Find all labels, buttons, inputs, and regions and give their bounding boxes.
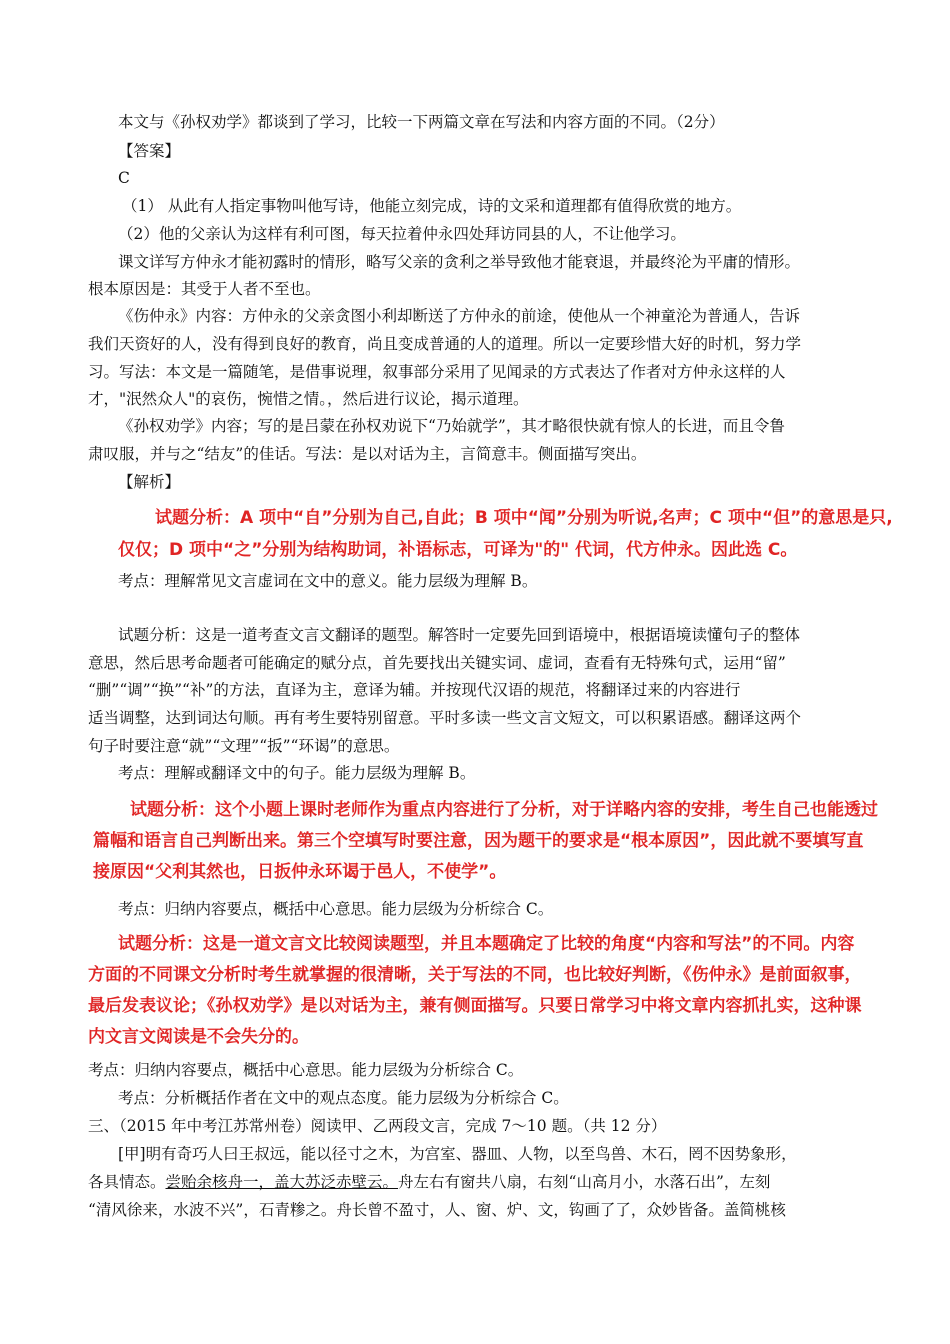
- passage-line-3: “清风徐来，水波不兴”，石青糁之。舟长曾不盈寸，人、窗、炉、文，钩画了了，众妙皆备。盖简桃核: [88, 1201, 786, 1219]
- kaodian-4: 考点：归纳内容要点，概括中心意思。能力层级为分析综合 C。: [88, 1061, 524, 1079]
- answer-item-5-line: 肃叹服，并与之“结友”的佳话。写法：是以对话为主，言简意丰。侧面描写突出。: [88, 445, 647, 463]
- analysis-2-line: “删”“调”“换”“补”的方法，直译为主，意译为辅。并按现代汉语的规范，将翻译过来的内容进行: [88, 681, 741, 699]
- answer-letter: C: [118, 169, 130, 187]
- kaodian-3: 考点：归纳内容要点，概括中心意思。能力层级为分析综合 C。: [118, 900, 554, 918]
- analysis-2-line: 意思，然后思考命题者可能确定的赋分点，首先要找出关键实词、虚词，查看有无特殊句式，运用“留”: [88, 654, 786, 672]
- kaodian-5: 考点：分析概括作者在文中的观点态度。能力层级为分析综合 C。: [118, 1089, 569, 1107]
- red-analysis-3-line: 试题分析：这是一道文言文比较阅读题型，并且本题确定了比较的角度“内容和写法”的不同。内容: [118, 934, 855, 954]
- red-analysis-3-line: 内文言文阅读是不会失分的。: [88, 1027, 309, 1047]
- passage-line-1: [甲]明有奇巧人曰王叔远，能以径寸之木，为宫室、器皿、人物，以至鸟兽、木石，罔不因势象形，: [118, 1145, 797, 1163]
- answer-heading: 【答案】: [118, 142, 181, 160]
- answer-item-4-line: 习。写法：本文是一篇随笔，是借事说理，叙事部分采用了见闻录的方式表达了作者对方仲永这样的人: [88, 363, 786, 381]
- red-analysis-1-line: 试题分析：A 项中“自”分别为自己,自此；B 项中“闻”分别为听说,名声；C 项中“但”的意思是只,: [155, 508, 893, 528]
- analysis-2-line: 适当调整，达到词达句顺。再有考生要特别留意。平时多读一些文言文短文，可以积累语感。翻译这两个: [88, 709, 802, 727]
- underlined-sentence: 尝贻余核舟一，盖大苏泛赤壁云。: [165, 1173, 399, 1191]
- answer-item-5-line: 《孙权劝学》内容；写的是吕蒙在孙权劝说下“乃始就学”，其才略很快就有惊人的长进，而且令鲁: [118, 417, 785, 435]
- analysis-2-line: 试题分析：这是一道考查文言文翻译的题型。解答时一定要先回到语境中，根据语境读懂句子的整体: [118, 626, 801, 644]
- analysis-2-line: 句子时要注意“就”“文理”“扳”“环谒”的意思。: [88, 737, 400, 755]
- red-analysis-3-line: 最后发表议论；《孙权劝学》是以对话为主，兼有侧面描写。只要日常学习中将文章内容抓扎实，这种课: [88, 996, 862, 1016]
- red-analysis-2-line: 篇幅和语言自己判断出来。第三个空填写时要注意，因为题干的要求是“根本原因”，因此就不要填写直: [93, 831, 864, 851]
- passage-text: 各具情态。: [88, 1173, 166, 1191]
- red-analysis-2-line: 试题分析：这个小题上课时老师作为重点内容进行了分析，对于详略内容的安排，考生自己也能透过: [130, 800, 878, 820]
- answer-item-4-line: 才，"泯然众人"的哀伤，惋惜之情。，然后进行议论，揭示道理。: [88, 390, 529, 408]
- answer-item-2: （2）他的父亲认为这样有利可图，每天拉着仲永四处拜访同县的人，不让他学习。: [118, 225, 686, 243]
- red-analysis-3-line: 方面的不同课文分析时考生就掌握的很清晰，关于写法的不同，也比较好判断，《伤仲永》是前面叙事，: [88, 965, 862, 985]
- kaodian-2: 考点：理解或翻译文中的句子。能力层级为理解 B。: [118, 764, 476, 782]
- answer-item-3: 课文详写方仲永才能初露时的情形，略写父亲的贪利之举导致他才能衰退，并最终沦为平庸的情形。: [118, 253, 801, 271]
- kaodian-1: 考点：理解常见文言虚词在文中的意义。能力层级为理解 B。: [118, 572, 538, 590]
- red-analysis-2-line: 接原因“父利其然也，日扳仲永环谒于邑人，不使学”。: [93, 862, 507, 882]
- answer-item-3-cont: 根本原因是：其受于人者不至也。: [88, 280, 321, 298]
- answer-item-4-line: 《伤仲永》内容：方仲永的父亲贪图小利却断送了方仲永的前途，使他从一个神童沦为普通人，告诉: [118, 307, 801, 325]
- red-analysis-1-line: 仅仅；D 项中“之”分别为结构助词，补语标志，可译为"的" 代词，代方仲永。因此选 C。: [118, 540, 798, 560]
- analysis-heading: 【解析】: [118, 473, 181, 491]
- passage-line-2: [88, 1172, 770, 1192]
- answer-item-4-line: 我们天资好的人，没有得到良好的教育，尚且变成普通的人的道理。所以一定要珍惜大好的时机，努力学: [88, 335, 802, 353]
- section-heading: 三、（2015 年中考江苏常州卷）阅读甲、乙两段文言，完成 7～10 题。（共 12 分）: [88, 1117, 667, 1135]
- question-text: 本文与《孙权劝学》都谈到了学习，比较一下两篇文章在写法和内容方面的不同。（2分）: [118, 113, 725, 131]
- answer-item-1: （1） 从此有人指定事物叫他写诗，他能立刻完成，诗的文采和道理都有值得欣赏的地方。: [122, 197, 742, 215]
- passage-text: 舟左右有窗共八扇，右刻“山高月小，水落石出”，左刻: [398, 1173, 771, 1191]
